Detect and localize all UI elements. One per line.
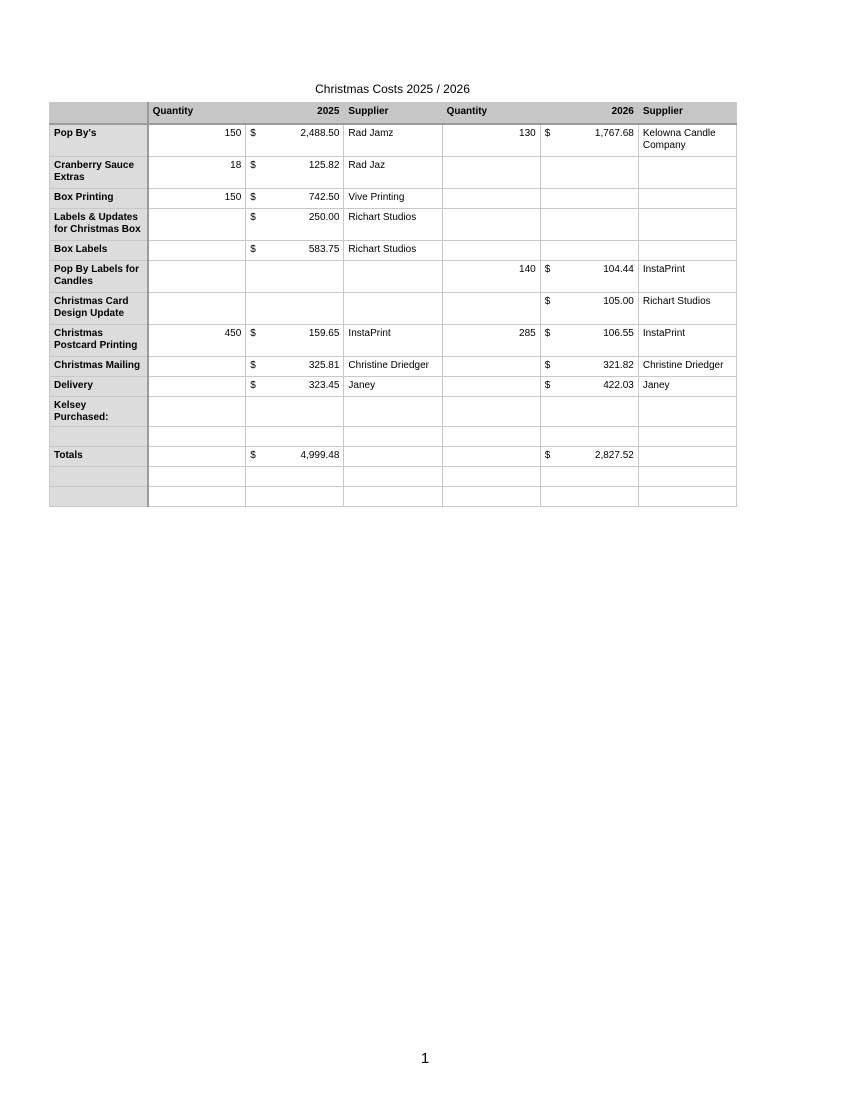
table-row (50, 427, 737, 447)
amount-2026-cell (540, 487, 638, 507)
quantity-2026-cell: 130 (442, 124, 540, 157)
table-row (50, 467, 737, 487)
supplier-2025-cell (344, 261, 442, 293)
amount-2025-cell (246, 325, 344, 357)
amount-2026-value: 105.00 (603, 296, 634, 307)
quantity-2025-cell (148, 261, 246, 293)
supplier-2026-cell (638, 209, 736, 241)
currency-symbol: $ (250, 328, 256, 339)
currency-symbol: $ (544, 380, 551, 391)
table-row (50, 124, 737, 157)
amount-2025-cell (246, 427, 344, 447)
table-row (50, 487, 737, 507)
row-label (50, 487, 148, 507)
amount-2026-cell (540, 124, 638, 157)
supplier-2025-cell: Richart Studios (344, 209, 442, 241)
amount-2026-value: 1,767.68 (594, 128, 634, 139)
currency-symbol: $ (250, 160, 256, 171)
amount-2025-value: 325.81 (308, 360, 340, 371)
quantity-2025-cell: 150 (148, 189, 246, 209)
amount-2026-cell (540, 447, 638, 467)
amount-2026-cell (540, 427, 638, 447)
supplier-2026-cell: Janey (638, 377, 736, 397)
quantity-2025-cell (148, 397, 246, 427)
quantity-2026-cell: 285 (442, 325, 540, 357)
table-row (50, 447, 737, 467)
table-row (50, 241, 737, 261)
amount-2025-cell (246, 293, 344, 325)
quantity-2025-cell: 150 (148, 124, 246, 157)
table-row (50, 325, 737, 357)
amount-2025-value: 742.50 (308, 192, 340, 203)
currency-symbol: $ (250, 192, 256, 203)
currency-symbol: $ (250, 244, 256, 255)
supplier-2025-cell (344, 487, 442, 507)
supplier-2025-cell (344, 447, 442, 467)
page-number: 1 (420, 1050, 430, 1067)
supplier-2026-cell (638, 447, 736, 467)
supplier-2025-cell: Rad Jaz (344, 157, 442, 189)
header-supplier-2025: Supplier (344, 103, 442, 125)
quantity-2026-cell (442, 377, 540, 397)
row-label: Christmas Postcard Printing (50, 325, 148, 357)
supplier-2025-cell: InstaPrint (344, 325, 442, 357)
supplier-2025-cell: Christine Driedger (344, 357, 442, 377)
quantity-2026-cell (442, 467, 540, 487)
header-amount-2026: 2026 (540, 103, 638, 125)
amount-2025-cell (246, 124, 344, 157)
quantity-2025-cell (148, 467, 246, 487)
amount-2025-value: 250.00 (308, 212, 340, 223)
table-row (50, 397, 737, 427)
amount-2025-value: 323.45 (308, 380, 340, 391)
supplier-2026-cell: InstaPrint (638, 325, 736, 357)
supplier-2026-cell: Kelowna Candle Company (638, 124, 736, 157)
row-label: Pop By's (50, 124, 148, 157)
amount-2025-cell (246, 209, 344, 241)
amount-2025-cell (246, 189, 344, 209)
amount-2026-cell (540, 377, 638, 397)
supplier-2025-cell: Janey (344, 377, 442, 397)
row-label: Kelsey Purchased: (50, 397, 148, 427)
row-label: Box Printing (50, 189, 148, 209)
amount-2026-cell (540, 241, 638, 261)
amount-2025-cell (246, 261, 344, 293)
amount-2025-value: 125.82 (308, 160, 340, 171)
supplier-2026-cell: Christine Driedger (638, 357, 736, 377)
amount-2025-value: 159.65 (308, 328, 340, 339)
supplier-2026-cell: Richart Studios (638, 293, 736, 325)
amount-2025-cell (246, 357, 344, 377)
header-quantity-2025: Quantity (148, 103, 246, 125)
amount-2025-cell (246, 447, 344, 467)
row-label: Totals (50, 447, 148, 467)
supplier-2026-cell (638, 427, 736, 447)
row-label (50, 427, 148, 447)
row-label: Christmas Card Design Update (50, 293, 148, 325)
amount-2026-cell (540, 261, 638, 293)
costs-table (49, 102, 737, 507)
currency-symbol: $ (544, 296, 551, 307)
amount-2026-value: 422.03 (603, 380, 634, 391)
supplier-2026-cell (638, 241, 736, 261)
header-supplier-2026: Supplier (638, 103, 736, 125)
amount-2025-value: 2,488.50 (300, 128, 340, 139)
currency-symbol: $ (250, 450, 256, 461)
quantity-2025-cell (148, 209, 246, 241)
amount-2025-cell (246, 397, 344, 427)
amount-2025-value: 583.75 (308, 244, 340, 255)
supplier-2025-cell: Rad Jamz (344, 124, 442, 157)
quantity-2025-cell (148, 293, 246, 325)
supplier-2026-cell: InstaPrint (638, 261, 736, 293)
quantity-2025-cell (148, 241, 246, 261)
supplier-2026-cell (638, 189, 736, 209)
quantity-2026-cell (442, 397, 540, 427)
row-label: Labels & Updates for Christmas Box (50, 209, 148, 241)
supplier-2025-cell (344, 397, 442, 427)
amount-2025-cell (246, 241, 344, 261)
table-row (50, 377, 737, 397)
quantity-2025-cell (148, 447, 246, 467)
amount-2026-value: 104.44 (603, 264, 634, 275)
quantity-2025-cell: 450 (148, 325, 246, 357)
table-row (50, 261, 737, 293)
currency-symbol: $ (544, 450, 551, 461)
currency-symbol: $ (544, 128, 551, 139)
quantity-2025-cell (148, 357, 246, 377)
currency-symbol: $ (544, 328, 551, 339)
row-label: Pop By Labels for Candles (50, 261, 148, 293)
quantity-2026-cell (442, 447, 540, 467)
currency-symbol: $ (544, 360, 551, 371)
quantity-2025-cell: 18 (148, 157, 246, 189)
amount-2025-cell (246, 487, 344, 507)
amount-2026-cell (540, 357, 638, 377)
amount-2026-cell (540, 293, 638, 325)
header-row (50, 103, 737, 125)
amount-2026-cell (540, 325, 638, 357)
amount-2026-cell (540, 397, 638, 427)
table-row (50, 209, 737, 241)
supplier-2025-cell (344, 467, 442, 487)
table-row (50, 157, 737, 189)
amount-2026-value: 106.55 (603, 328, 634, 339)
row-label: Delivery (50, 377, 148, 397)
quantity-2025-cell (148, 487, 246, 507)
amount-2026-value: 2,827.52 (594, 450, 634, 461)
supplier-2026-cell (638, 397, 736, 427)
quantity-2026-cell (442, 157, 540, 189)
currency-symbol: $ (544, 264, 551, 275)
amount-2025-value: 4,999.48 (300, 450, 340, 461)
quantity-2026-cell (442, 241, 540, 261)
row-label: Box Labels (50, 241, 148, 261)
amount-2026-cell (540, 157, 638, 189)
amount-2026-value: 321.82 (603, 360, 634, 371)
quantity-2026-cell: 140 (442, 261, 540, 293)
table-row (50, 293, 737, 325)
quantity-2026-cell (442, 209, 540, 241)
quantity-2026-cell (442, 487, 540, 507)
currency-symbol: $ (250, 380, 256, 391)
row-label: Christmas Mailing (50, 357, 148, 377)
quantity-2026-cell (442, 427, 540, 447)
quantity-2026-cell (442, 357, 540, 377)
amount-2025-cell (246, 467, 344, 487)
row-label: Cranberry Sauce Extras (50, 157, 148, 189)
table-row (50, 357, 737, 377)
currency-symbol: $ (250, 128, 256, 139)
header-label (50, 103, 148, 125)
supplier-2026-cell (638, 157, 736, 189)
supplier-2025-cell: Richart Studios (344, 241, 442, 261)
quantity-2025-cell (148, 377, 246, 397)
currency-symbol: $ (250, 360, 256, 371)
supplier-2026-cell (638, 487, 736, 507)
row-label (50, 467, 148, 487)
quantity-2026-cell (442, 293, 540, 325)
supplier-2025-cell: Vive Printing (344, 189, 442, 209)
quantity-2026-cell (442, 189, 540, 209)
supplier-2025-cell (344, 427, 442, 447)
currency-symbol: $ (250, 212, 256, 223)
amount-2026-cell (540, 467, 638, 487)
document-title: Christmas Costs 2025 / 2026 (315, 82, 470, 96)
supplier-2026-cell (638, 467, 736, 487)
amount-2026-cell (540, 209, 638, 241)
supplier-2025-cell (344, 293, 442, 325)
table-row (50, 189, 737, 209)
amount-2025-cell (246, 157, 344, 189)
amount-2025-cell (246, 377, 344, 397)
amount-2026-cell (540, 189, 638, 209)
header-quantity-2026: Quantity (442, 103, 540, 125)
quantity-2025-cell (148, 427, 246, 447)
header-amount-2025: 2025 (246, 103, 344, 125)
